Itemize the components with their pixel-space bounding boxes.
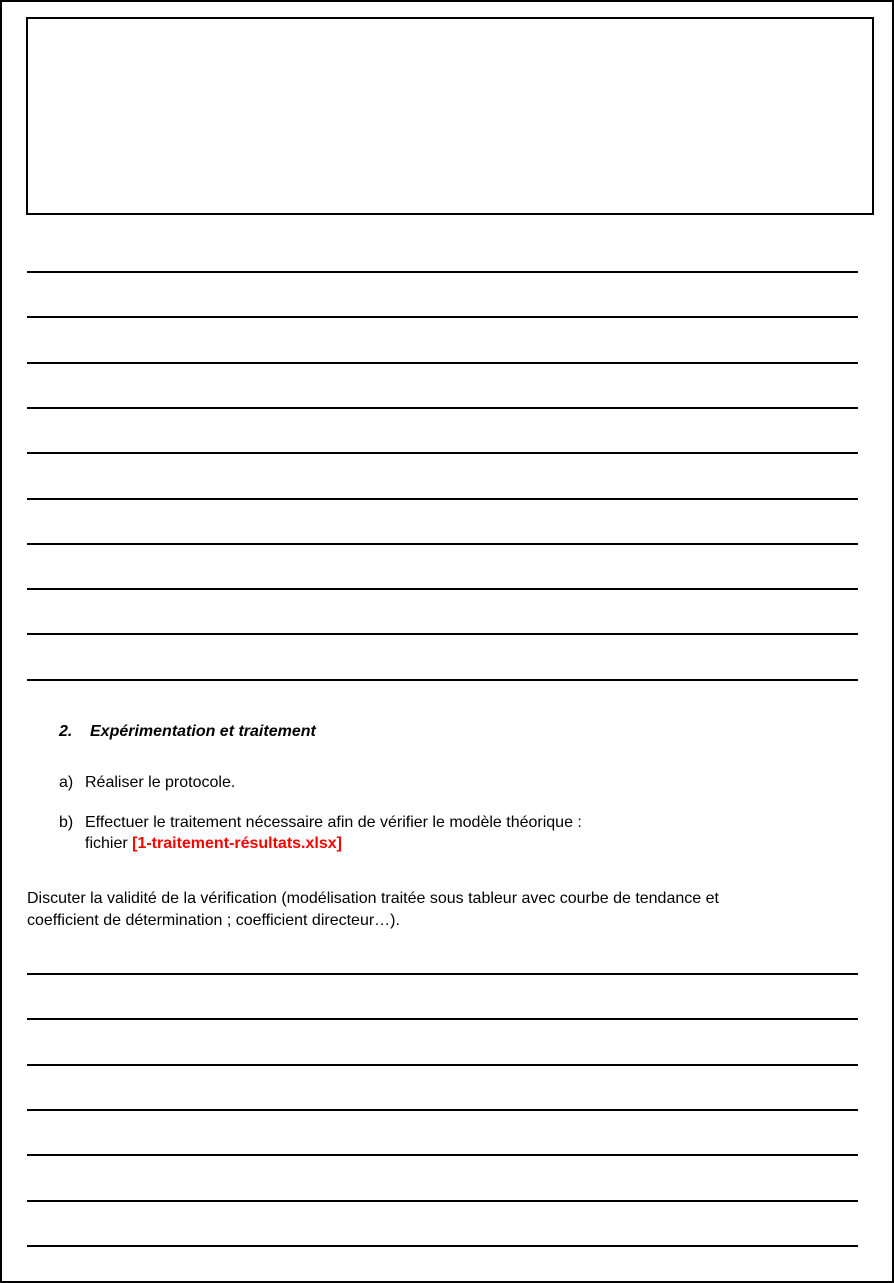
list-marker-a: a) [59,774,74,791]
section-title: Expérimentation et traitement [90,723,316,740]
list-item-a [59,772,235,793]
answer-rule-line [27,1154,858,1156]
answer-rule-line [27,1245,858,1247]
answer-rule-line [27,679,858,681]
answer-rule-line [27,316,858,318]
list-item-a-text: Réaliser le protocole. [85,774,236,791]
section-number: 2. [59,723,73,740]
answer-rule-line [27,407,858,409]
answer-rule-line [27,633,858,635]
list-item-b [59,812,582,854]
answer-rule-line [27,452,858,454]
list-item-b-line1: Effectuer le traitement nécessaire afin de vérifier le modèle théorique : [85,814,582,831]
answer-rule-line [27,588,858,590]
answer-rule-line [27,1064,858,1066]
section-heading [59,721,316,742]
instruction-paragraph-line1: Discuter la validité de la vérification (modélisation traitée sous tableur avec courbe de tendance et [27,890,719,907]
list-item-b-text [85,812,582,854]
answer-rule-line [27,973,858,975]
answer-rule-line [27,1200,858,1202]
answer-rule-line [27,498,858,500]
answer-rule-line [27,543,858,545]
answer-lines-bottom [27,973,858,1248]
answer-lines-top [27,271,858,681]
blank-answer-frame [26,17,874,215]
instruction-paragraph-line2: coefficient de détermination ; coefficient directeur…). [27,912,400,929]
instruction-paragraph [27,888,872,932]
answer-rule-line [27,1018,858,1020]
file-reference: [1-traitement-résultats.xlsx] [132,835,342,852]
answer-rule-line [27,362,858,364]
file-prefix: fichier [85,835,133,852]
answer-rule-line [27,1109,858,1111]
list-marker-b: b) [59,814,74,831]
answer-rule-line [27,271,858,273]
